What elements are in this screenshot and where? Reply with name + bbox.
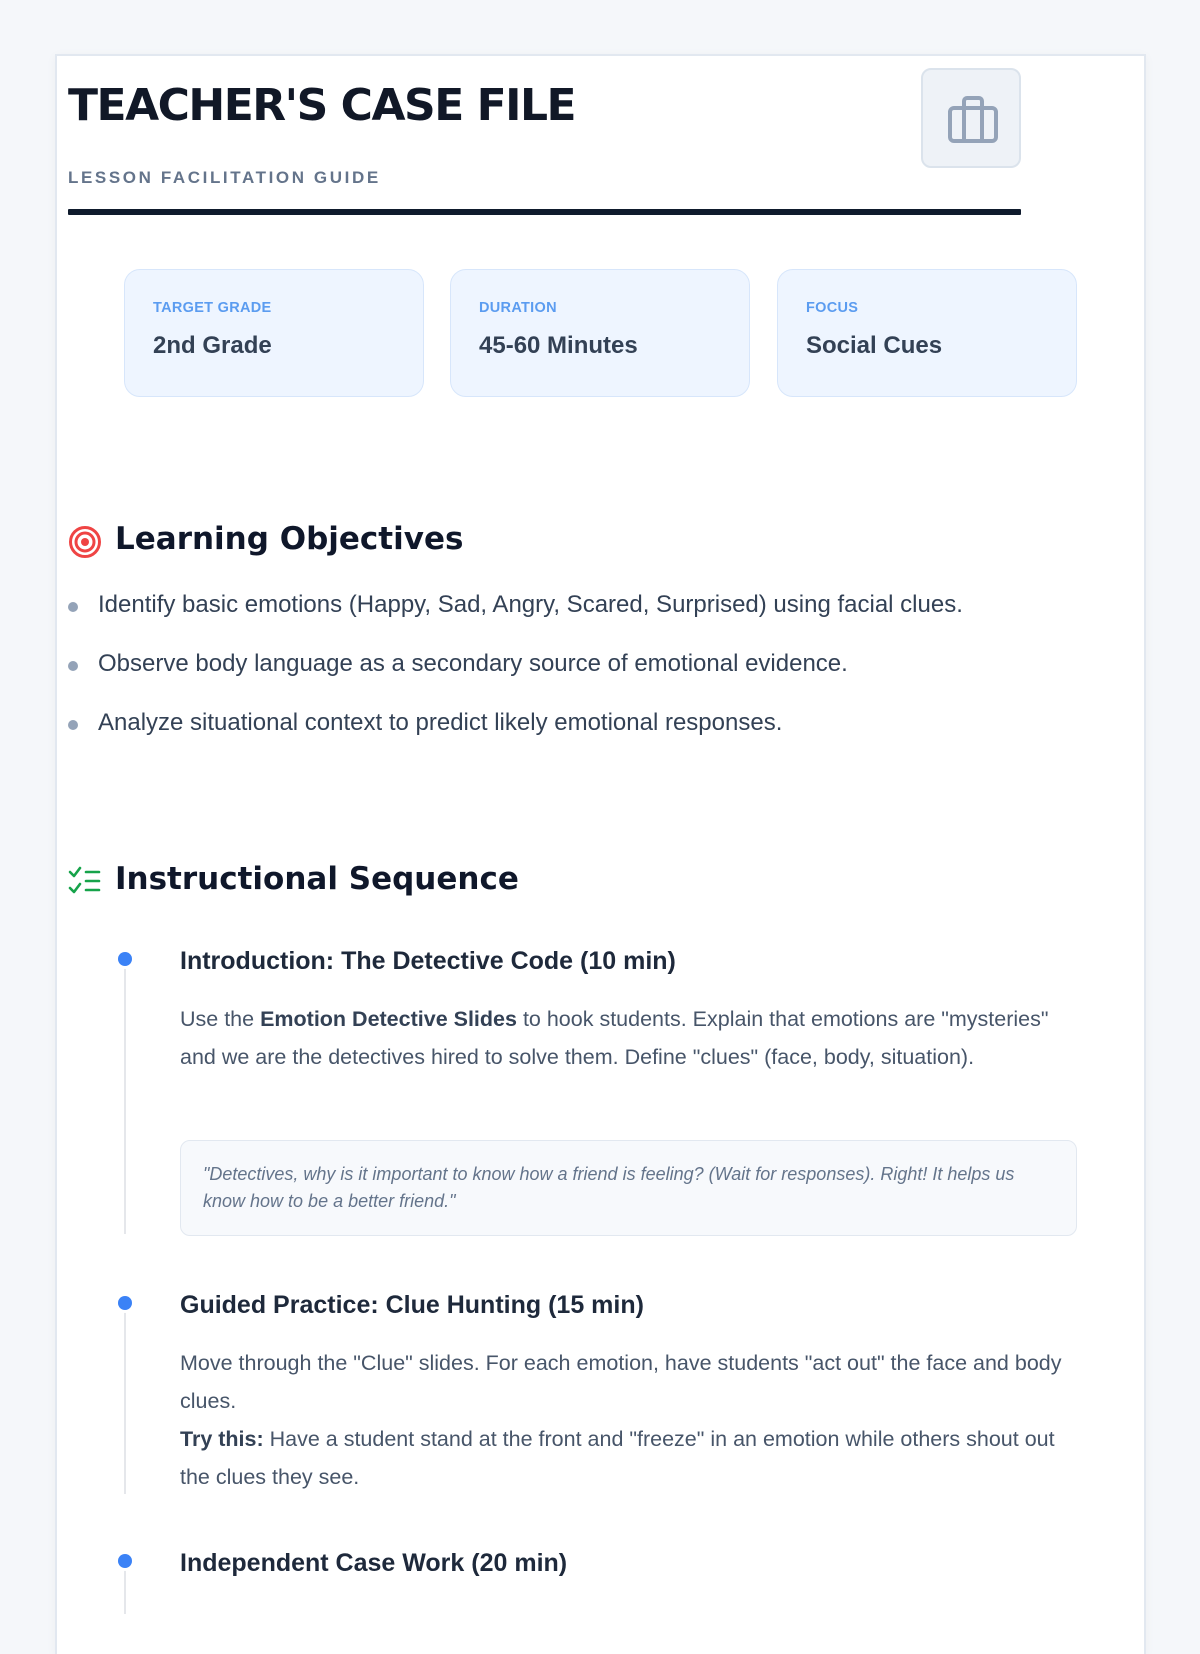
step-description: Move through the "Clue" slides. For each emotion, have students "act out" the face and body clues. Try this: Have a student stand at the front and "freeze" in an emotion while others shout out the clues they see.	[180, 1351, 1062, 1489]
section-title: Learning Objectives	[115, 521, 464, 557]
page-subtitle: LESSON FACILITATION GUIDE	[68, 168, 381, 187]
list-item	[68, 585, 1008, 625]
meta-value: 2nd Grade	[153, 332, 272, 359]
meta-label: TARGET GRADE	[153, 300, 272, 316]
step-title: Guided Practice: Clue Hunting (15 min)	[180, 1291, 644, 1319]
list-item	[68, 703, 1008, 743]
step-title: Independent Case Work (20 min)	[180, 1549, 568, 1577]
objectives-list	[68, 585, 1008, 762]
timeline-dot	[118, 1554, 132, 1568]
meta-value: Social Cues	[806, 332, 943, 359]
page-title: TEACHER'S CASE FILE	[68, 80, 576, 131]
target-icon	[68, 525, 102, 559]
briefcase-icon	[948, 95, 998, 145]
step-description: Use the Emotion Detective Slides to hook students. Explain that emotions are "mysteries" and we are the detectives hired to solve them. Define "clues" (face, body, situation).	[180, 1007, 1049, 1069]
timeline-dot	[118, 952, 132, 966]
case-file-header	[68, 68, 1021, 213]
section-title: Instructional Sequence	[115, 861, 519, 897]
header-divider	[68, 209, 1021, 215]
objective-text: Identify basic emotions (Happy, Sad, Angry, Scared, Surprised) using facial clues.	[98, 591, 963, 618]
tip-text: Have a student stand at the front and "freeze" in an emotion while others shout out the clues they see.	[180, 1427, 1055, 1489]
timeline-line	[124, 952, 126, 1234]
meta-value: 45-60 Minutes	[479, 332, 638, 359]
step-title: Introduction: The Detective Code (10 min)	[180, 947, 676, 975]
timeline-line	[124, 1296, 126, 1494]
briefcase-badge	[921, 68, 1021, 168]
list-item	[68, 644, 1008, 684]
objective-text: Observe body language as a secondary source of emotional evidence.	[98, 650, 848, 677]
slides-reference: Emotion Detective Slides	[260, 1007, 517, 1031]
meta-card-duration	[450, 269, 750, 397]
meta-label: DURATION	[479, 300, 557, 316]
checklist-icon	[68, 865, 102, 899]
teacher-script-quote: "Detectives, why is it important to know how a friend is feeling? (Wait for responses). Right! It helps us know how to be a better friend."	[180, 1140, 1077, 1236]
tip-label: Try this:	[180, 1427, 264, 1451]
meta-label: FOCUS	[806, 300, 859, 316]
timeline-dot	[118, 1296, 132, 1310]
meta-card-focus	[777, 269, 1077, 397]
objective-text: Analyze situational context to predict likely emotional responses.	[98, 709, 783, 736]
meta-card-grade	[124, 269, 424, 397]
